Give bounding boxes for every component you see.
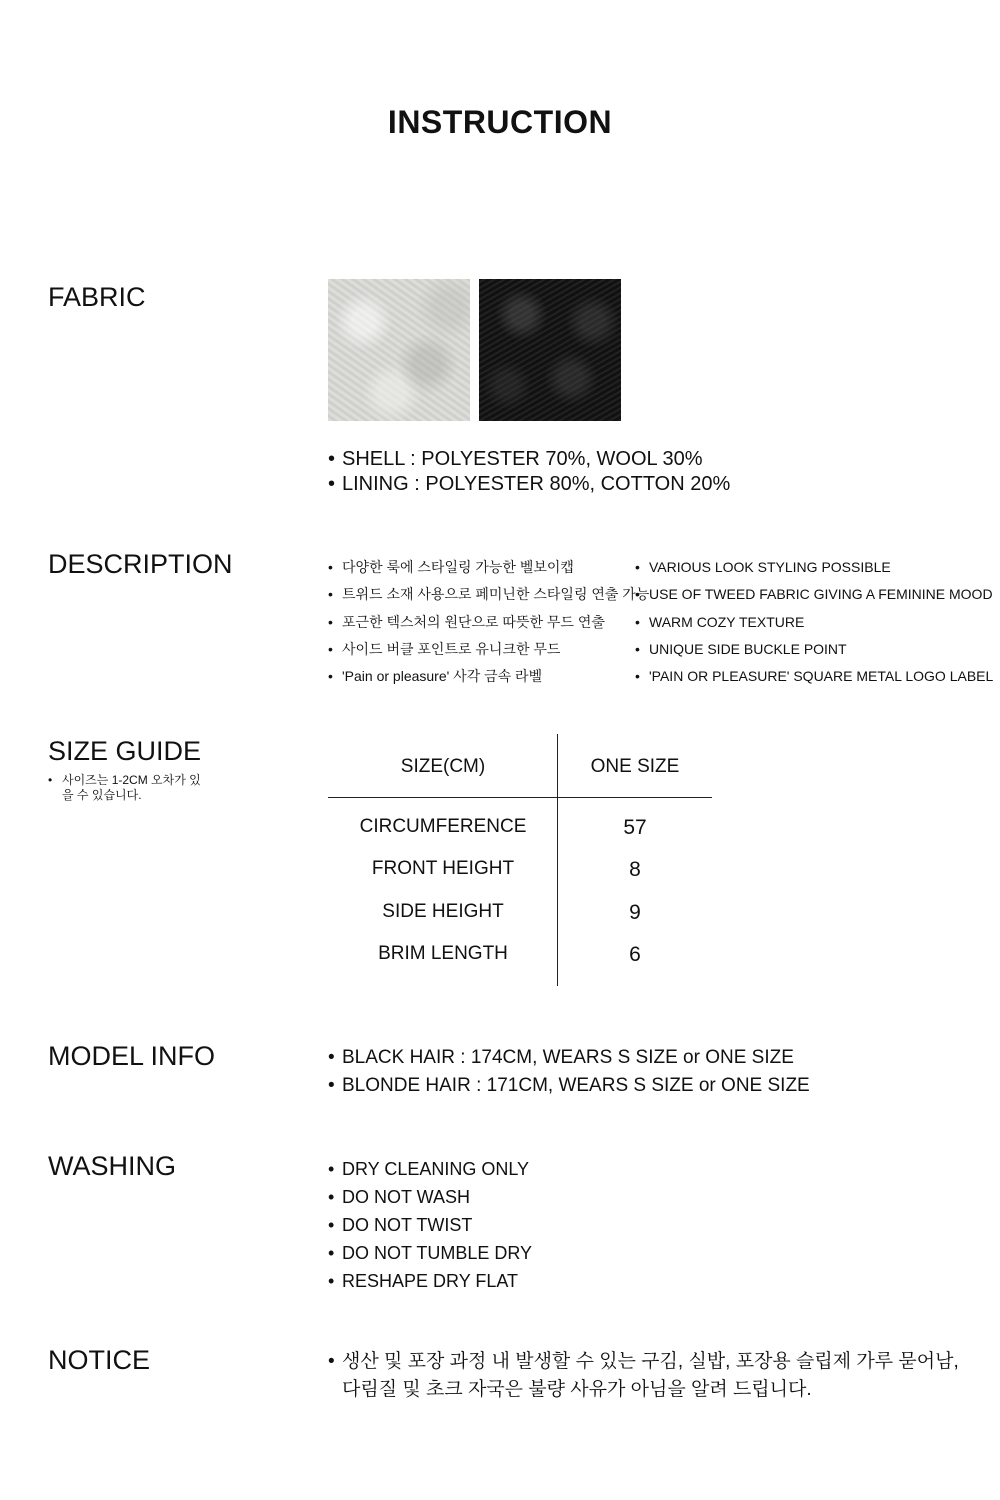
description-item-en: • VARIOUS LOOK STYLING POSSIBLE — [635, 554, 993, 581]
description-list-korean — [328, 554, 649, 690]
fabric-heading: FABRIC — [48, 282, 146, 312]
table-row-value: 6 — [629, 943, 641, 966]
size-note-text: • 사이즈는 1-2CM 오차가 있을 수 있습니다. — [48, 773, 212, 803]
description-item-ko: • 사이드 버클 포인트로 유니크한 무드 — [328, 636, 649, 663]
model-info-list — [328, 1044, 810, 1100]
description-item-en: • 'PAIN OR PLEASURE' SQUARE METAL LOGO LABEL — [635, 663, 993, 690]
table-row-label: SIDE HEIGHT — [382, 901, 504, 922]
description-item-ko: • 포근한 텍스처의 원단으로 따뜻한 무드 연출 — [328, 609, 649, 636]
washing-item: • DO NOT WASH — [328, 1183, 532, 1211]
description-item-ko: • 트위드 소재 사용으로 페미닌한 스타일링 연출 가능 — [328, 581, 649, 608]
model-info-item: • BLONDE HAIR : 171CM, WEARS S SIZE or ONE SIZE — [328, 1072, 810, 1100]
description-item-ko: • 다양한 룩에 스타일링 가능한 벨보이캡 — [328, 554, 649, 581]
washing-item: • RESHAPE DRY FLAT — [328, 1267, 532, 1295]
washing-item: • DO NOT TWIST — [328, 1211, 532, 1239]
size-table — [328, 734, 712, 986]
fabric-swatch-light — [328, 279, 470, 421]
model-info-heading: MODEL INFO — [48, 1041, 216, 1071]
notice-list — [328, 1348, 962, 1404]
description-item-en: • USE OF TWEED FABRIC GIVING A FEMININE MOOD — [635, 581, 993, 608]
notice-heading: NOTICE — [48, 1345, 151, 1375]
washing-list — [328, 1155, 532, 1295]
notice-text: • 생산 및 포장 과정 내 발생할 수 있는 구김, 실밥, 포장용 슬립제 가루 묻어남, 다림질 및 초크 자국은 불량 사유가 아님을 알려 드립니다. — [328, 1348, 962, 1404]
washing-item: • DRY CLEANING ONLY — [328, 1155, 532, 1183]
description-item-en: • WARM COZY TEXTURE — [635, 609, 993, 636]
page-title: INSTRUCTION — [387, 104, 613, 140]
description-list-english — [635, 554, 993, 690]
model-info-item: • BLACK HAIR : 174CM, WEARS S SIZE or ONE SIZE — [328, 1044, 810, 1072]
fabric-item: • LINING : POLYESTER 80%, COTTON 20% — [328, 472, 730, 497]
table-row-value: 57 — [623, 816, 647, 839]
table-row-label: FRONT HEIGHT — [371, 858, 515, 879]
table-header-size: SIZE(CM) — [400, 756, 486, 777]
fabric-swatch-dark — [479, 279, 621, 421]
description-item-en: • UNIQUE SIDE BUCKLE POINT — [635, 636, 993, 663]
table-row-label: CIRCUMFERENCE — [359, 816, 527, 837]
washing-item: • DO NOT TUMBLE DRY — [328, 1239, 532, 1267]
table-divider-horizontal — [328, 797, 712, 798]
washing-heading: WASHING — [48, 1151, 176, 1181]
table-row-label: BRIM LENGTH — [378, 943, 508, 964]
size-guide-heading: SIZE GUIDE — [48, 736, 202, 766]
table-row-value: 8 — [629, 858, 641, 881]
size-note — [48, 773, 212, 803]
table-header-one-size: ONE SIZE — [590, 756, 680, 777]
fabric-composition-list — [328, 447, 730, 497]
table-row-value: 9 — [629, 901, 641, 924]
fabric-item: • SHELL : POLYESTER 70%, WOOL 30% — [328, 447, 730, 472]
description-item-ko: • 'Pain or pleasure' 사각 금속 라벨 — [328, 663, 649, 690]
description-heading: DESCRIPTION — [48, 549, 233, 579]
